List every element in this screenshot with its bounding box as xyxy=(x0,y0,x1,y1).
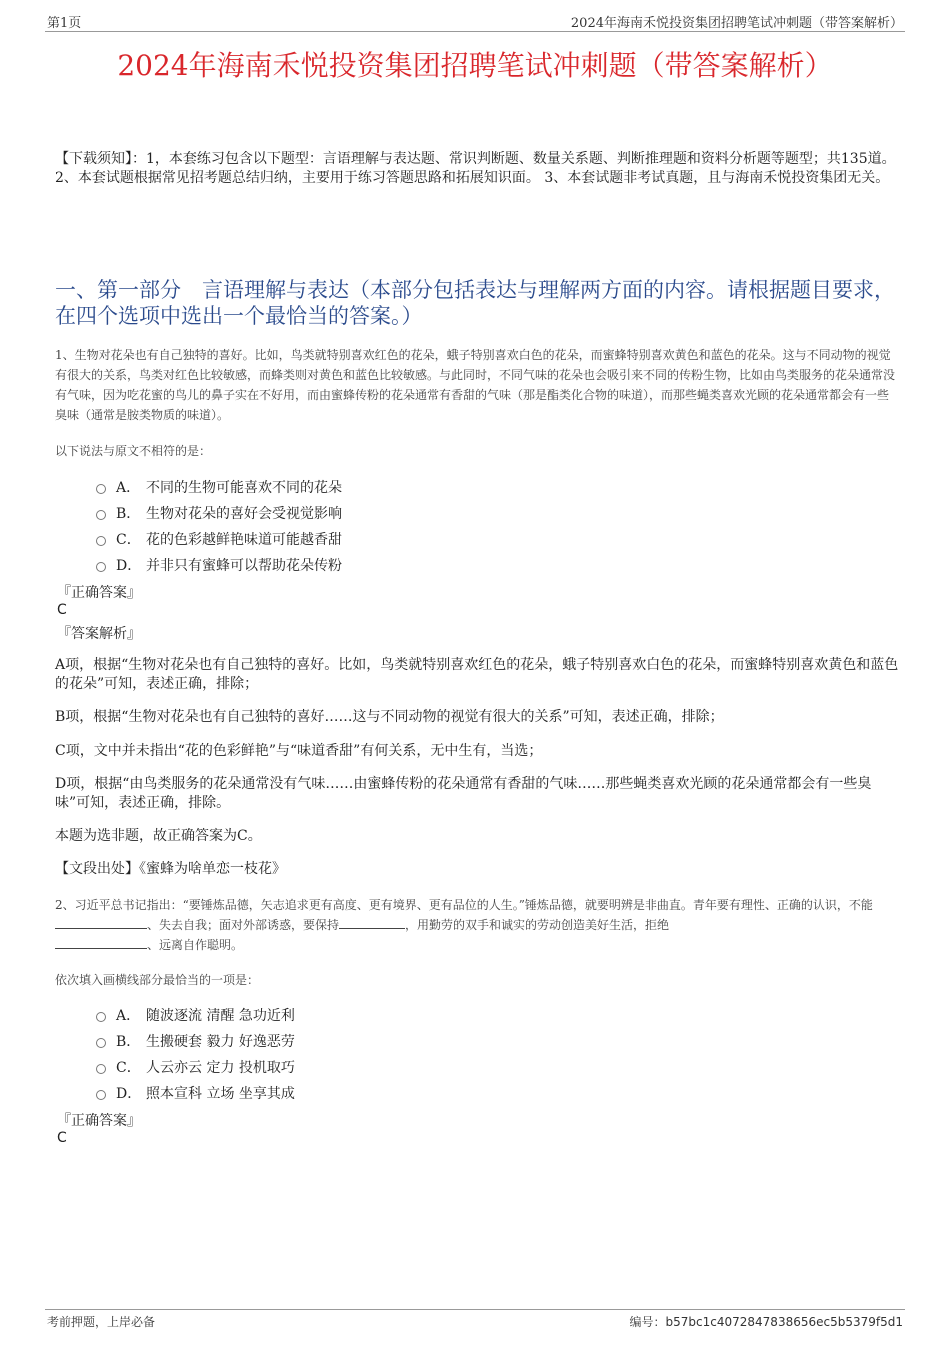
q1-option-b[interactable]: B． 生物对花朵的喜好会受视觉影响 xyxy=(96,503,342,523)
q2-answer: C xyxy=(57,1130,67,1146)
header-divider xyxy=(45,31,905,32)
q1-source: 【文段出处】《蜜蜂为啥单恋一枝花》 xyxy=(55,861,286,877)
radio-icon[interactable] xyxy=(96,536,106,546)
radio-icon[interactable] xyxy=(96,1090,106,1100)
q1-analysis-label: 『答案解析』 xyxy=(57,626,141,642)
radio-icon[interactable] xyxy=(96,510,106,520)
fill-blank-3 xyxy=(55,936,147,949)
q1-analysis-b: B项，根据“生物对花朵也有自己独特的喜好……这与不同动物的视觉有很大的关系”可知，表述正确，排除； xyxy=(55,709,724,725)
q1-conclusion: 本题为选非题，故正确答案为C。 xyxy=(55,828,262,844)
q2-option-c[interactable]: C． 人云亦云 定力 投机取巧 xyxy=(96,1057,295,1077)
q2-option-a[interactable]: A． 随波逐流 清醒 急功近利 xyxy=(96,1005,295,1025)
q1-answer: C xyxy=(57,602,67,618)
question-1-prompt: 以下说法与原文不相符的是： xyxy=(55,444,212,458)
q1-option-c[interactable]: C． 花的色彩越鲜艳味道可能越香甜 xyxy=(96,529,342,549)
q2-option-b[interactable]: B． 生搬硬套 毅力 好逸恶劳 xyxy=(96,1031,295,1051)
q1-analysis-c: C项，文中并未指出“花的色彩鲜艳”与“味道香甜”有何关系，无中生有，当选； xyxy=(55,743,543,759)
footer-divider xyxy=(45,1309,905,1310)
q1-answer-label: 『正确答案』 xyxy=(57,585,141,601)
q1-option-d[interactable]: D． 并非只有蜜蜂可以帮助花朵传粉 xyxy=(96,555,342,575)
q1-analysis-a: A项，根据“生物对花朵也有自己独特的喜好。比如，鸟类就特别喜欢红色的花朵，蛾子特别喜欢白色的花朵，而蜜蜂特别喜欢黄色和蓝色的花朵”可知，表述正确，排除； xyxy=(55,657,899,692)
header-doc-title: 2024年海南禾悦投资集团招聘笔试冲刺题（带答案解析） xyxy=(570,16,903,31)
question-2-stem: 2、习近平总书记指出：“要锤炼品德，矢志追求更有高度、更有境界、更有品位的人生。”锤炼品德，就要明辨是非曲直。青年要有理性、正确的认识，不能、失去自我；面对外部诱惑，要保持 ，用勤劳的双手和诚实的劳动创造美好生活，拒绝 、远离自作聪明。 xyxy=(55,898,873,952)
section-heading: 一、第一部分 言语理解与表达（本部分包括表达与理解两方面的内容。请根据题目要求，在四个选项中选出一个最恰当的答案。） xyxy=(55,278,895,328)
radio-icon[interactable] xyxy=(96,1038,106,1048)
page-number: 第1页 xyxy=(47,16,82,31)
radio-icon[interactable] xyxy=(96,1012,106,1022)
q1-analysis-d: D项，根据“由鸟类服务的花朵通常没有气味……由蜜蜂传粉的花朵通常有香甜的气味……那些蝇类喜欢光顾的花朵通常都会有一些臭味”可知，表述正确，排除。 xyxy=(55,776,872,811)
question-1-stem: 1、生物对花朵也有自己独特的喜好。比如，鸟类就特别喜欢红色的花朵，蛾子特别喜欢白色的花朵，而蜜蜂特别喜欢黄色和蓝色的花朵。这与不同动物的视觉有很大的关系，鸟类对红色比较敏感，而蜂类则对黄色和蓝色比较敏感。与此同时，不同气味的花朵也会吸引来不同的传粉生物，比如由鸟类服务的花朵通常没有气味，因为吃花蜜的鸟儿的鼻子实在不好用，而由蜜蜂传粉的花朵通常有香甜的气味（那是酯类化合物的味道），而那些蝇类喜欢光顾的花朵通常都会有一些臭味（通常是胺类物质的味道）。 xyxy=(55,348,896,422)
fill-blank-1 xyxy=(55,916,147,929)
footer-slogan: 考前押题，上岸必备 xyxy=(47,1315,156,1329)
q1-option-a[interactable]: A． 不同的生物可能喜欢不同的花朵 xyxy=(96,477,342,497)
q2-answer-label: 『正确答案』 xyxy=(57,1113,141,1129)
radio-icon[interactable] xyxy=(96,562,106,572)
radio-icon[interactable] xyxy=(96,484,106,494)
download-notice: 【下载须知】：1，本套练习包含以下题型：言语理解与表达题、常识判断题、数量关系题、判断推理题和资料分析题等题型；共135道。 2、本套试题根据常见招考题总结归纳，主要用于练习答题思路和拓展知识面。 3、本套试题非考试真题，且与海南禾悦投资集团无关。 xyxy=(55,151,896,186)
question-2-prompt: 依次填入画横线部分最恰当的一项是： xyxy=(55,973,260,987)
page-title: 2024年海南禾悦投资集团招聘笔试冲刺题（带答案解析） xyxy=(117,49,833,82)
q2-option-d[interactable]: D． 照本宣科 立场 坐享其成 xyxy=(96,1083,295,1103)
fill-blank-2 xyxy=(339,916,405,929)
radio-icon[interactable] xyxy=(96,1064,106,1074)
footer-code: 编号：b57bc1c4072847838656ec5b5379f5d1 xyxy=(629,1315,903,1329)
